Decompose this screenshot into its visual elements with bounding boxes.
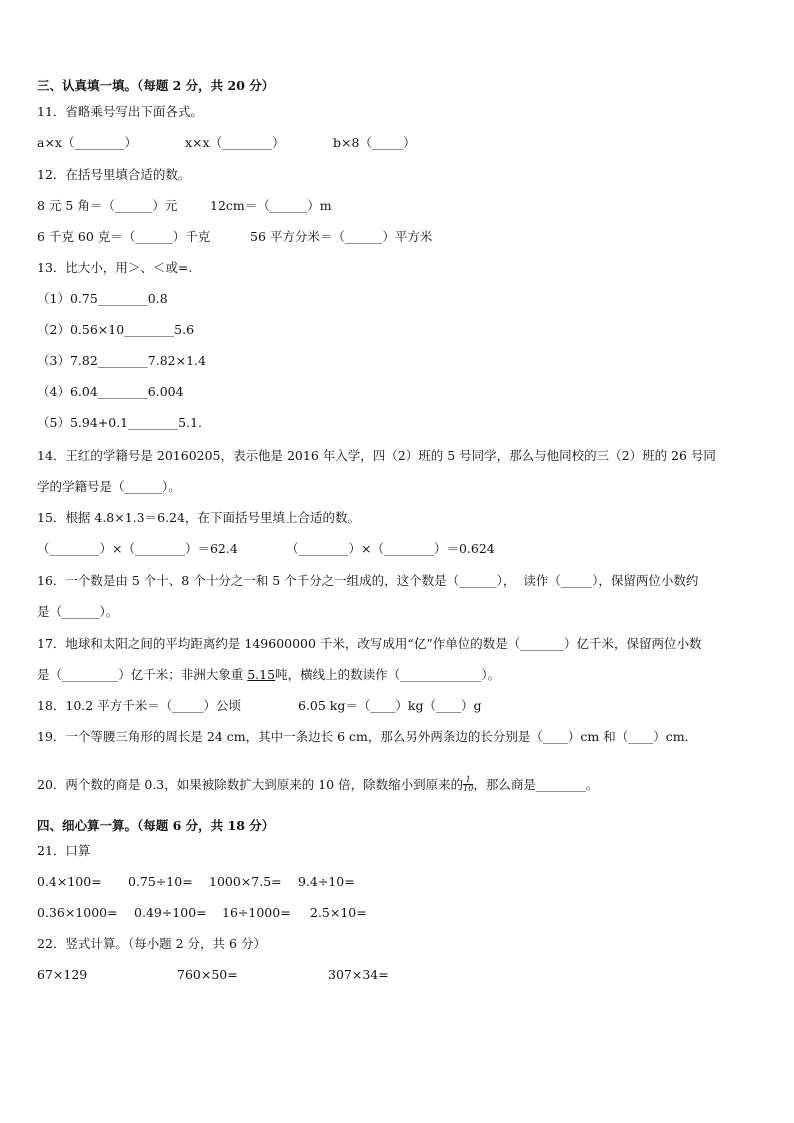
q18-item-2: 6.05 kg＝（____）kg（____）g bbox=[298, 698, 482, 713]
q11-item-1: a×x（________） bbox=[37, 135, 137, 150]
q12-row1-item-1: 8 元 5 角＝（______）元 bbox=[37, 198, 178, 213]
q12-row2-item-1: 6 千克 60 克＝（______）千克 bbox=[37, 229, 211, 244]
question-16-line-1: 16．一个数是由 5 个十、8 个十分之一和 5 个千分之一组成的，这个数是（______）， 读作（_____），保留两位小数约 bbox=[37, 573, 699, 588]
question-22-title: 22．竖式计算。（每小题 2 分，共 6 分） bbox=[37, 936, 266, 951]
question-12-title: 12．在括号里填合适的数。 bbox=[37, 167, 191, 182]
section-3-heading: 三、认真填一填。（每题 2 分，共 20 分） bbox=[37, 78, 275, 93]
q13-item-3: （3）7.82________7.82×1.4 bbox=[37, 353, 206, 368]
q21-row2-item-3: 16÷1000= bbox=[222, 905, 291, 920]
question-17-line-2 bbox=[37, 667, 500, 683]
question-16-line-2: 是（______）。 bbox=[37, 604, 119, 619]
q15-item-2: （________）×（________）＝0.624 bbox=[286, 541, 495, 556]
q17-line2-post: 吨，横线上的数读作（_____________）。 bbox=[275, 667, 501, 682]
question-15-title: 15．根据 4.8×1.3＝6.24，在下面括号里填上合适的数。 bbox=[37, 510, 360, 525]
q21-row1-item-2: 0.75÷10= bbox=[128, 874, 193, 889]
section-4-heading: 四、细心算一算。（每题 6 分，共 18 分） bbox=[37, 818, 275, 833]
q17-line2-pre: 是（_________）亿千米；非洲大象重 bbox=[37, 667, 248, 682]
q15-item-1: （________）×（________）＝62.4 bbox=[37, 541, 238, 556]
question-21-title: 21．口算 bbox=[37, 843, 91, 858]
question-19: 19．一个等腰三角形的周长是 24 cm，其中一条边长 6 cm，那么另外两条边的长分别是（____）cm 和（____）cm. bbox=[37, 729, 689, 744]
q21-row2-item-1: 0.36×1000= bbox=[37, 905, 118, 920]
question-17-line-1: 17．地球和太阳之间的平均距离约是 149600000 千米，改写成用“亿”作单位的数是（_______）亿千米，保留两位小数 bbox=[37, 636, 702, 651]
q17-underlined-number: 5.15 bbox=[247, 667, 276, 682]
q20-fraction bbox=[463, 776, 473, 793]
q21-row1-item-4: 9.4÷10= bbox=[298, 874, 355, 889]
question-11-title: 11．省略乘号写出下面各式。 bbox=[37, 104, 203, 119]
q11-item-2: x×x（________） bbox=[185, 135, 285, 150]
q21-row2-item-4: 2.5×10= bbox=[310, 905, 367, 920]
q20-text-pre: 20．两个数的商是 0.3，如果被除数扩大到原来的 10 倍，除数缩小到原来的 bbox=[37, 777, 464, 792]
q22-item-1: 67×129 bbox=[37, 967, 88, 982]
q13-item-5: （5）5.94+0.1________5.1. bbox=[37, 415, 202, 430]
q21-row1-item-3: 1000×7.5= bbox=[209, 874, 282, 889]
q11-item-3: b×8（_____） bbox=[333, 135, 416, 150]
question-14-line-2: 学的学籍号是（______）。 bbox=[37, 479, 181, 494]
q21-row1-item-1: 0.4×100= bbox=[37, 874, 102, 889]
q20-text-post: ，那么商是________。 bbox=[473, 777, 599, 792]
question-14-line-1: 14．王红的学籍号是 20160205，表示他是 2016 年入学，四（2）班的 5 号同学，那么与他同校的三（2）班的 26 号同 bbox=[37, 448, 716, 463]
q20-fraction-denominator: 10 bbox=[463, 784, 474, 793]
q21-row2-item-2: 0.49÷100= bbox=[134, 905, 207, 920]
q13-item-2: （2）0.56×10________5.6 bbox=[37, 322, 195, 337]
question-13-title: 13．比大小，用＞、＜或=. bbox=[37, 260, 193, 275]
q12-row1-item-2: 12cm＝（______）m bbox=[210, 198, 332, 213]
q18-item-1: 18．10.2 平方千米＝（_____）公顷 bbox=[37, 698, 241, 713]
q22-item-2: 760×50= bbox=[177, 967, 238, 982]
q12-row2-item-2: 56 平方分米＝（______）平方米 bbox=[250, 229, 433, 244]
q13-item-1: （1）0.75________0.8 bbox=[37, 291, 168, 306]
q22-item-3: 307×34= bbox=[328, 967, 389, 982]
q20-fraction-numerator: 1 bbox=[463, 776, 473, 785]
q13-item-4: （4）6.04________6.004 bbox=[37, 384, 184, 399]
question-20 bbox=[37, 776, 598, 793]
